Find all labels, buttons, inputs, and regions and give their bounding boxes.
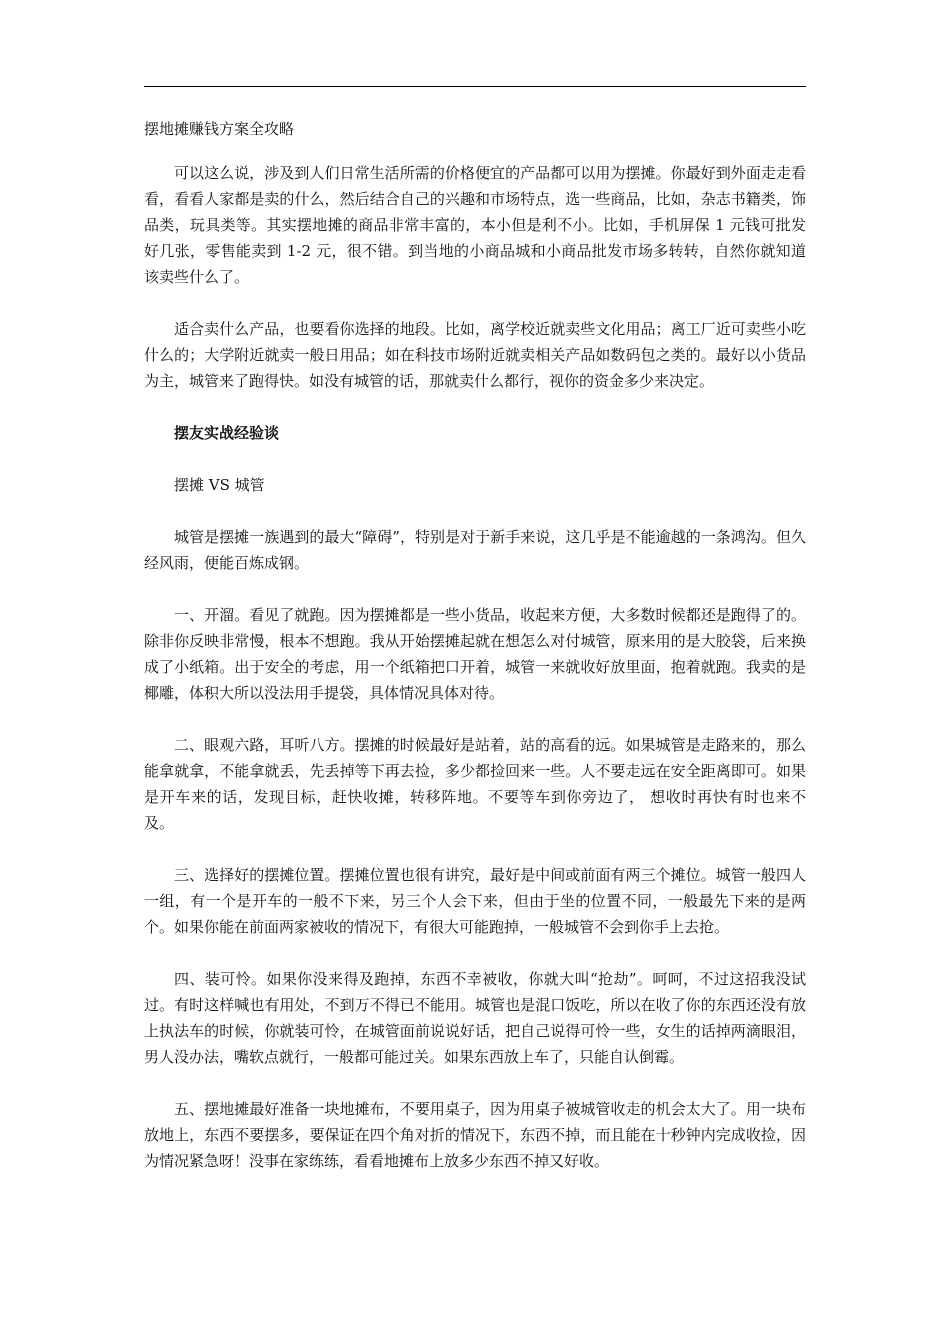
intro-paragraph: 适合卖什么产品，也要看你选择的地段。比如，离学校近就卖些文化用品；离工厂近可卖些小吃什么的；大学附近就卖一般日用品；如在科技市场附近就卖相关产品如数码包之类的。最好以小货品为主，城管来了跑得快。如没有城管的话，那就卖什么都行，视你的资金多少来决定。 <box>144 320 806 390</box>
section-paragraph: 一、开溜。看见了就跑。因为摆摊都是一些小货品，收起来方便，大多数时候都还是跑得了的。除非你反映非常慢，根本不想跑。我从开始摆摊起就在想怎么对付城管，原来用的是大胶袋，后来换成了小纸箱。出于安全的考虑，用一个纸箱把口开着，城管一来就收好放里面，抱着就跑。我卖的是椰雕，体积大所以没法用手提袋，具体情况具体对待。 <box>144 606 806 702</box>
document-title: 摆地摊赚钱方案全攻略 <box>144 120 295 138</box>
section-paragraph: 三、选择好的摆摊位置。摆摊位置也很有讲究，最好是中间或前面有两三个摊位。城管一般四人一组，有一个是开车的一般不下来，另三个人会下来，但由于坐的位置不同，一般最先下来的是两个。如果你能在前面两家被收的情况下，有很大可能跑掉，一般城管不会到你手上去抢。 <box>144 866 806 936</box>
document-body <box>144 116 806 1200</box>
subheading: 摆摊 VS 城管 <box>174 476 265 494</box>
section-paragraph: 四、装可怜。如果你没来得及跑掉，东西不幸被收，你就大叫“抢劫”。呵呵，不过这招我没试过。有时这样喊也有用处，不到万不得已不能用。城管也是混口饭吃，所以在收了你的东西还没有放上执法车的时候，你就装可怜，在城管面前说说好话，把自己说得可怜一些，女生的话掉两滴眼泪，男人没办法，嘴软点就行，一般都可能过关。如果东西放上车了，只能自认倒霉。 <box>144 970 806 1066</box>
section-heading: 摆友实战经验谈 <box>174 424 280 442</box>
section-paragraph: 五、摆地摊最好准备一块地摊布，不要用桌子，因为用桌子被城管收走的机会太大了。用一块布放地上，东西不要摆多，要保证在四个角对折的情况下，东西不掉，而且能在十秒钟内完成收捡，因为情况紧急呀！没事在家练练，看看地摊布上放多少东西不掉又好收。 <box>144 1100 806 1170</box>
section-paragraph: 二、眼观六路，耳听八方。摆摊的时候最好是站着，站的高看的远。如果城管是走路来的，那么能拿就拿，不能拿就丢，先丢掉等下再去捡，多少都捡回来一些。人不要走远在安全距离即可。如果是开车来的话，发现目标，赶快收摊，转移阵地。不要等车到你旁边了， 想收时再快有时也来不及。 <box>144 736 806 832</box>
section-paragraph: 城管是摆摊一族遇到的最大“障碍”，特别是对于新手来说，这几乎是不能逾越的一条鸿沟。但久经风雨，便能百炼成钢。 <box>144 528 806 572</box>
header-rule <box>144 86 806 87</box>
intro-paragraph: 可以这么说，涉及到人们日常生活所需的价格便宜的产品都可以用为摆摊。你最好到外面走走看看，看看人家都是卖的什么，然后结合自己的兴趣和市场特点，选一些商品，比如，杂志书籍类，饰品类，玩具类等。其实摆地摊的商品非常丰富的，本小但是利不小。比如，手机屏保 1 元钱可批发好几张，零售能卖到 1-2 元，很不错。到当地的小商品城和小商品批发市场多转转，自然你就知道该卖些什么了。 <box>144 164 806 286</box>
